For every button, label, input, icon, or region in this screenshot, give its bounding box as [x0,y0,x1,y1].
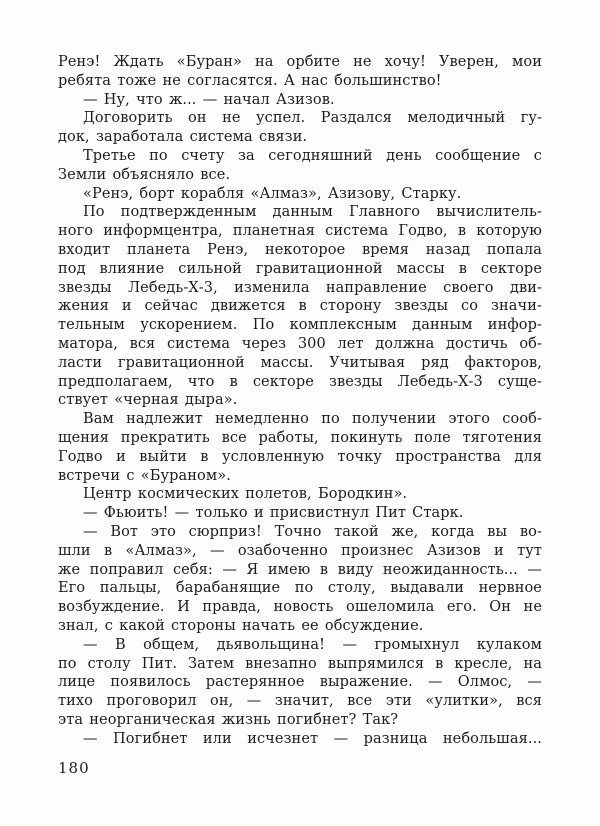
text-line: Ренэ! Ждать «Буран» на орбите не хочу! Уверен, мои [58,54,542,70]
text-line: же поправил себя: — Я имею в виду неожиданность... — [58,561,542,578]
text-line: по столу Пит. Затем внезапно выпрямился в кресле, на [58,655,542,672]
text-line: ствует «черная дыра». [58,392,238,409]
text-line: Его пальцы, барабанящие по столу, выдавали нервное [58,580,542,597]
text-line: ласти гравитационной массы. Учитывая ряд факторов, [58,354,542,371]
text-line: «Ренэ, борт корабля «Алмаз», Азизову, Старку. [83,185,462,202]
text-line: возбуждение. И правда, новость ошеломила его. Он не [58,599,542,616]
text-line: матора, вся система через 300 лет должна достичь об- [58,335,542,352]
text-line: шли в «Алмаз», — озабоченно произнес Азизов и тут [58,542,542,559]
text-line: жения и сейчас движется в сторону звезды со значи- [58,298,542,315]
text-line: эта неорганическая жизнь погибнет? Так? [58,711,399,728]
paragraph [58,410,542,485]
paragraph [58,53,542,91]
text-line: звезды Лебедь-Х-3, изменила направление своего дви- [58,279,542,296]
text-line: док, заработала система связи. [58,129,308,146]
text-line: знал, с какой стороны начать ее обсуждение. [58,617,424,634]
paragraph [58,504,542,523]
text-line: По подтвержденным данным Главного вычислитель- [83,204,542,221]
text-line: ребята тоже не согласятся. А нас большинство! [58,72,442,89]
text-line: предполагаем, что в секторе звезды Лебедь-Х-3 суще- [58,373,542,390]
text-line: Земли объясняло все. [58,166,231,183]
text-line: Годво и выйти в условленную точку пространства для [58,448,542,465]
paragraph [58,109,542,147]
text-line: ного информцентра, планетная система Годво, в которую [58,223,542,240]
text-line: Третье по счету за сегодняшний день сообщение с [83,147,542,164]
text-line: тихо проговорил он, — значит, все эти «улитки», вся [58,693,542,710]
text-line: — В общем, дьявольщина! — громыхнул кулаком [83,636,542,653]
text-line: Вам надлежит немедленно по получении этого сооб- [83,411,542,428]
text-line: щения прекратить все работы, покинуть поле тяготения [58,429,542,446]
text-line: под влияние сильной гравитационной массы в секторе [58,260,542,277]
paragraph [58,147,542,185]
paragraph [58,485,542,504]
text-line: встречи с «Бураном». [58,467,231,484]
page-text [58,53,542,748]
paragraph [58,91,542,110]
page-number: 180 [58,759,90,777]
text-line: — Ну, что ж... — начал Азизов. [83,91,335,108]
paragraph [58,523,542,636]
text-line: тельным ускорением. По комплексным данным инфор- [58,317,542,334]
text-line: — Фьюить! — только и присвистнул Пит Старк. [83,505,464,522]
paragraph [58,636,542,730]
text-line: — Вот это сюрприз! Точно такой же, когда вы во- [83,523,542,540]
paragraph [58,730,542,749]
paragraph [58,185,542,204]
text-line: — Погибнет или исчезнет — разница небольшая... [83,730,542,747]
text-line: Договорить он не успел. Раздался мелодичный гу- [83,110,542,127]
paragraph [58,203,542,410]
text-line: лице появилось растерянное выражение. — Олмос, — [58,674,542,691]
text-line: входит планета Ренэ, некоторое время назад попала [58,241,542,258]
text-line: Центр космических полетов, Бородкин». [83,486,408,503]
